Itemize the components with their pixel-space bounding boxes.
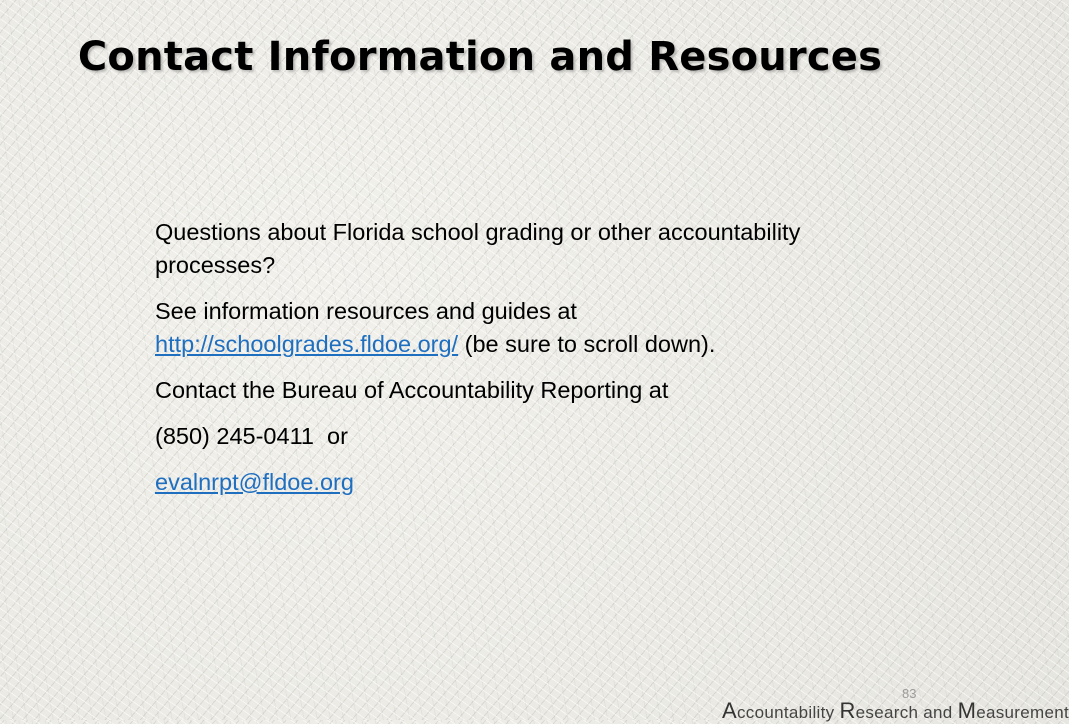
resources-suffix: (be sure to scroll down). [464,331,716,357]
schoolgrades-link[interactable]: http://schoolgrades.fldoe.org/ [155,331,459,357]
org-word-accountability: ccountability [736,703,840,722]
page-number: 83 [902,686,917,701]
resources-prefix: See information resources and guides at [155,298,577,324]
footer-org-name [722,698,1069,724]
resources-paragraph [155,295,875,361]
contact-paragraph: Contact the Bureau of Accountability Reporting at [155,377,669,403]
org-initial-a: A [722,698,737,723]
org-initial-m: M [957,698,977,723]
email-paragraph [155,466,875,499]
org-initial-r: R [839,698,856,723]
org-word-research: esearch and [855,703,958,722]
slide-body [155,216,875,512]
email-link[interactable]: evalnrpt@fldoe.org [155,469,354,495]
phone-paragraph: (850) 245-0411 or [155,423,348,449]
slide-title: Contact Information and Resources [77,34,883,80]
org-word-measurement: easurement [976,703,1069,722]
question-paragraph: Questions about Florida school grading or other accountability processes? [155,219,801,278]
